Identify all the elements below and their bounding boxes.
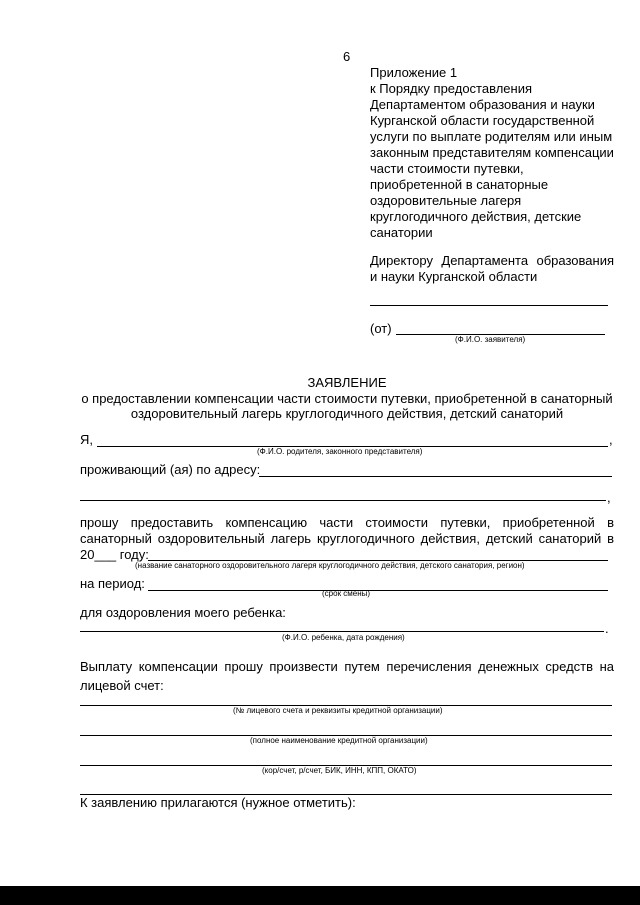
addressee-line-2: и науки Курганской области (370, 269, 538, 284)
from-label: (от) (370, 321, 392, 336)
bank-name-hint: (полное наименование кредитной организации) (250, 736, 428, 745)
period-hint: (срок смены) (322, 589, 371, 598)
appendix-line: круглогодичного действия, детские (370, 209, 582, 224)
addressee-blank-line (370, 305, 608, 306)
period-label: на период: (80, 576, 145, 591)
document-subtitle-line-2: оздоровительный лагерь круглогодичного действия, детский санаторий (130, 406, 564, 421)
applicant-end-punctuation: , (609, 432, 613, 447)
appendix-line: Департаментом образования и науки (370, 97, 595, 112)
child-hint: (Ф.И.О. ребенка, дата рождения) (282, 633, 405, 642)
child-name-line (80, 631, 604, 632)
appendix-line: к Порядку предоставления (370, 81, 532, 96)
addressee-line-1: Директору Департамента образования (370, 253, 614, 268)
camp-hint: (название санаторного оздоровительного лагеря круглогодичного действия, детского санатория, регион) (135, 561, 525, 570)
scan-edge-bar (0, 886, 640, 905)
appendix-line: приобретенной в санаторные (370, 177, 549, 192)
from-hint: (Ф.И.О. заявителя) (455, 335, 526, 344)
page-number: 6 (343, 49, 351, 64)
attachments-label: К заявлению прилагаются (нужное отметить): (80, 795, 356, 810)
appendix-line: услуги по выплате родителям или иным (370, 129, 613, 144)
appendix-line: Приложение 1 (370, 65, 458, 80)
applicant-hint: (Ф.И.О. родителя, законного представителя) (257, 447, 423, 456)
child-end-punctuation: . (605, 621, 609, 636)
applicant-label: Я, (80, 432, 93, 447)
year-label: 20___ году: (80, 547, 149, 562)
appendix-line: Курганской области государственной (370, 113, 595, 128)
address-line (259, 476, 612, 477)
document-title: ЗАЯВЛЕНИЕ (307, 375, 387, 390)
appendix-line: оздоровительные лагеря (370, 193, 522, 208)
bank-details-hint: (кор/счет, р/счет, БИК, ИНН, КПП, ОКАТО) (262, 766, 417, 775)
appendix-line: части стоимости путевки, (370, 161, 524, 176)
address-end-punctuation: , (607, 490, 611, 505)
request-line-2: санаторный оздоровительный лагерь круглогодичного действия, детский санаторий в (80, 531, 614, 546)
appendix-line: законным представителям компенсации (370, 145, 614, 160)
period-line (148, 590, 608, 591)
request-line-1: прошу предоставить компенсацию части стоимости путевки, приобретенной в (80, 515, 614, 530)
payment-line-1: Выплату компенсации прошу произвести путем перечисления денежных средств на (80, 659, 614, 674)
appendix-line: санатории (370, 225, 433, 240)
payment-line-2: лицевой счет: (80, 678, 164, 693)
child-label: для оздоровления моего ребенка: (80, 605, 286, 620)
address-line-2 (80, 500, 606, 501)
address-label: проживающий (ая) по адресу: (80, 462, 261, 477)
appendix-block (370, 65, 620, 241)
document-subtitle-line-1: о предоставлении компенсации части стоимости путевки, приобретенной в санаторный (81, 391, 613, 406)
account-hint: (№ лицевого счета и реквизиты кредитной организации) (233, 706, 443, 715)
